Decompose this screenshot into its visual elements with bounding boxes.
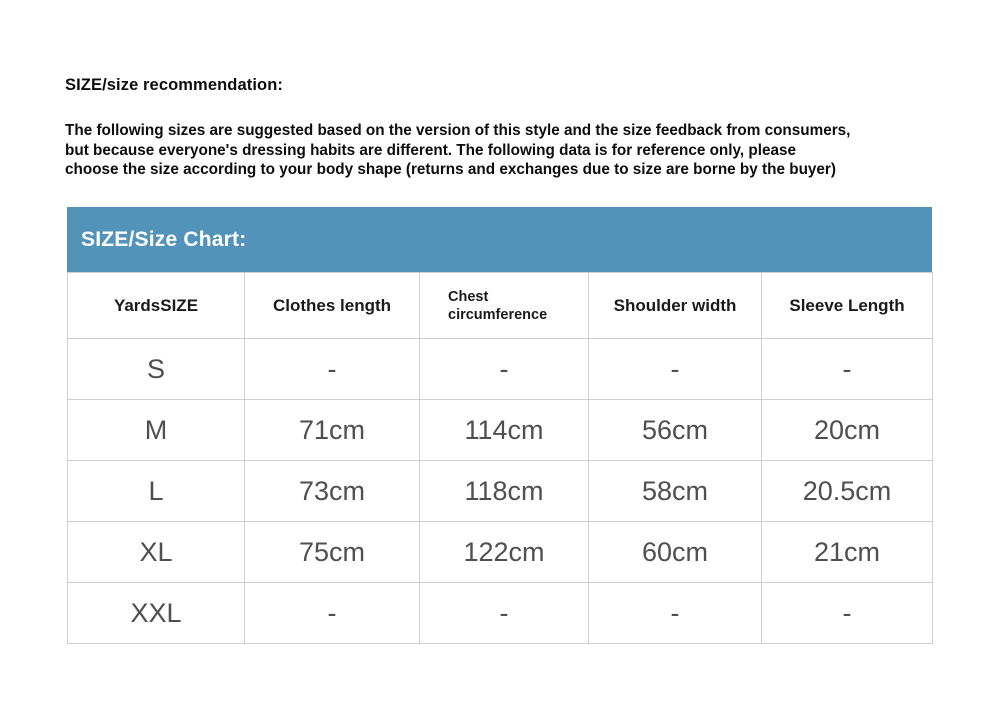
size-cell: S: [68, 339, 245, 400]
sleeve-length-cell: -: [762, 583, 933, 644]
clothes-length-cell: 73cm: [245, 461, 420, 522]
column-header-shoulder-width: Shoulder width: [589, 273, 762, 339]
shoulder-width-cell: -: [589, 583, 762, 644]
clothes-length-cell: -: [245, 339, 420, 400]
shoulder-width-cell: 60cm: [589, 522, 762, 583]
size-cell: XL: [68, 522, 245, 583]
chest-circumference-cell: 122cm: [420, 522, 589, 583]
clothes-length-cell: -: [245, 583, 420, 644]
column-header-sleeve-length: Sleeve Length: [762, 273, 933, 339]
size-cell: M: [68, 400, 245, 461]
chest-circumference-cell: 114cm: [420, 400, 589, 461]
table-row: [68, 400, 933, 461]
table-header-row: [68, 273, 933, 339]
chest-circumference-cell: 118cm: [420, 461, 589, 522]
size-description-line: but because everyone's dressing habits are different. The following data is for reference only, please: [65, 141, 797, 159]
size-description-line: The following sizes are suggested based on the version of this style and the size feedback from consumers,: [65, 122, 851, 139]
chest-circumference-cell: -: [420, 339, 589, 400]
column-header-size: YardsSIZE: [68, 273, 245, 339]
size-table: [67, 272, 933, 644]
table-row: [68, 461, 933, 522]
clothes-length-cell: 75cm: [245, 522, 420, 583]
sleeve-length-cell: 21cm: [762, 522, 933, 583]
chest-circumference-cell: -: [420, 583, 589, 644]
page-title: SIZE/size recommendation:: [65, 76, 283, 94]
size-chart-title: SIZE/Size Chart:: [81, 227, 247, 251]
size-chart-section: [67, 207, 932, 644]
shoulder-width-cell: 56cm: [589, 400, 762, 461]
table-row: [68, 583, 933, 644]
clothes-length-cell: 71cm: [245, 400, 420, 461]
table-row: [68, 522, 933, 583]
size-cell: L: [68, 461, 245, 522]
shoulder-width-cell: 58cm: [589, 461, 762, 522]
shoulder-width-cell: -: [589, 339, 762, 400]
sleeve-length-cell: -: [762, 339, 933, 400]
table-row: [68, 339, 933, 400]
column-header-chest-circumference: Chest circumference: [420, 273, 589, 339]
sleeve-length-cell: 20.5cm: [762, 461, 933, 522]
size-chart-title-bar: [67, 207, 932, 272]
size-description-line: choose the size according to your body shape (returns and exchanges due to size are borne by the buyer): [65, 161, 836, 178]
sleeve-length-cell: 20cm: [762, 400, 933, 461]
size-description: [65, 121, 850, 180]
size-cell: XXL: [68, 583, 245, 644]
column-header-clothes-length: Clothes length: [245, 273, 420, 339]
